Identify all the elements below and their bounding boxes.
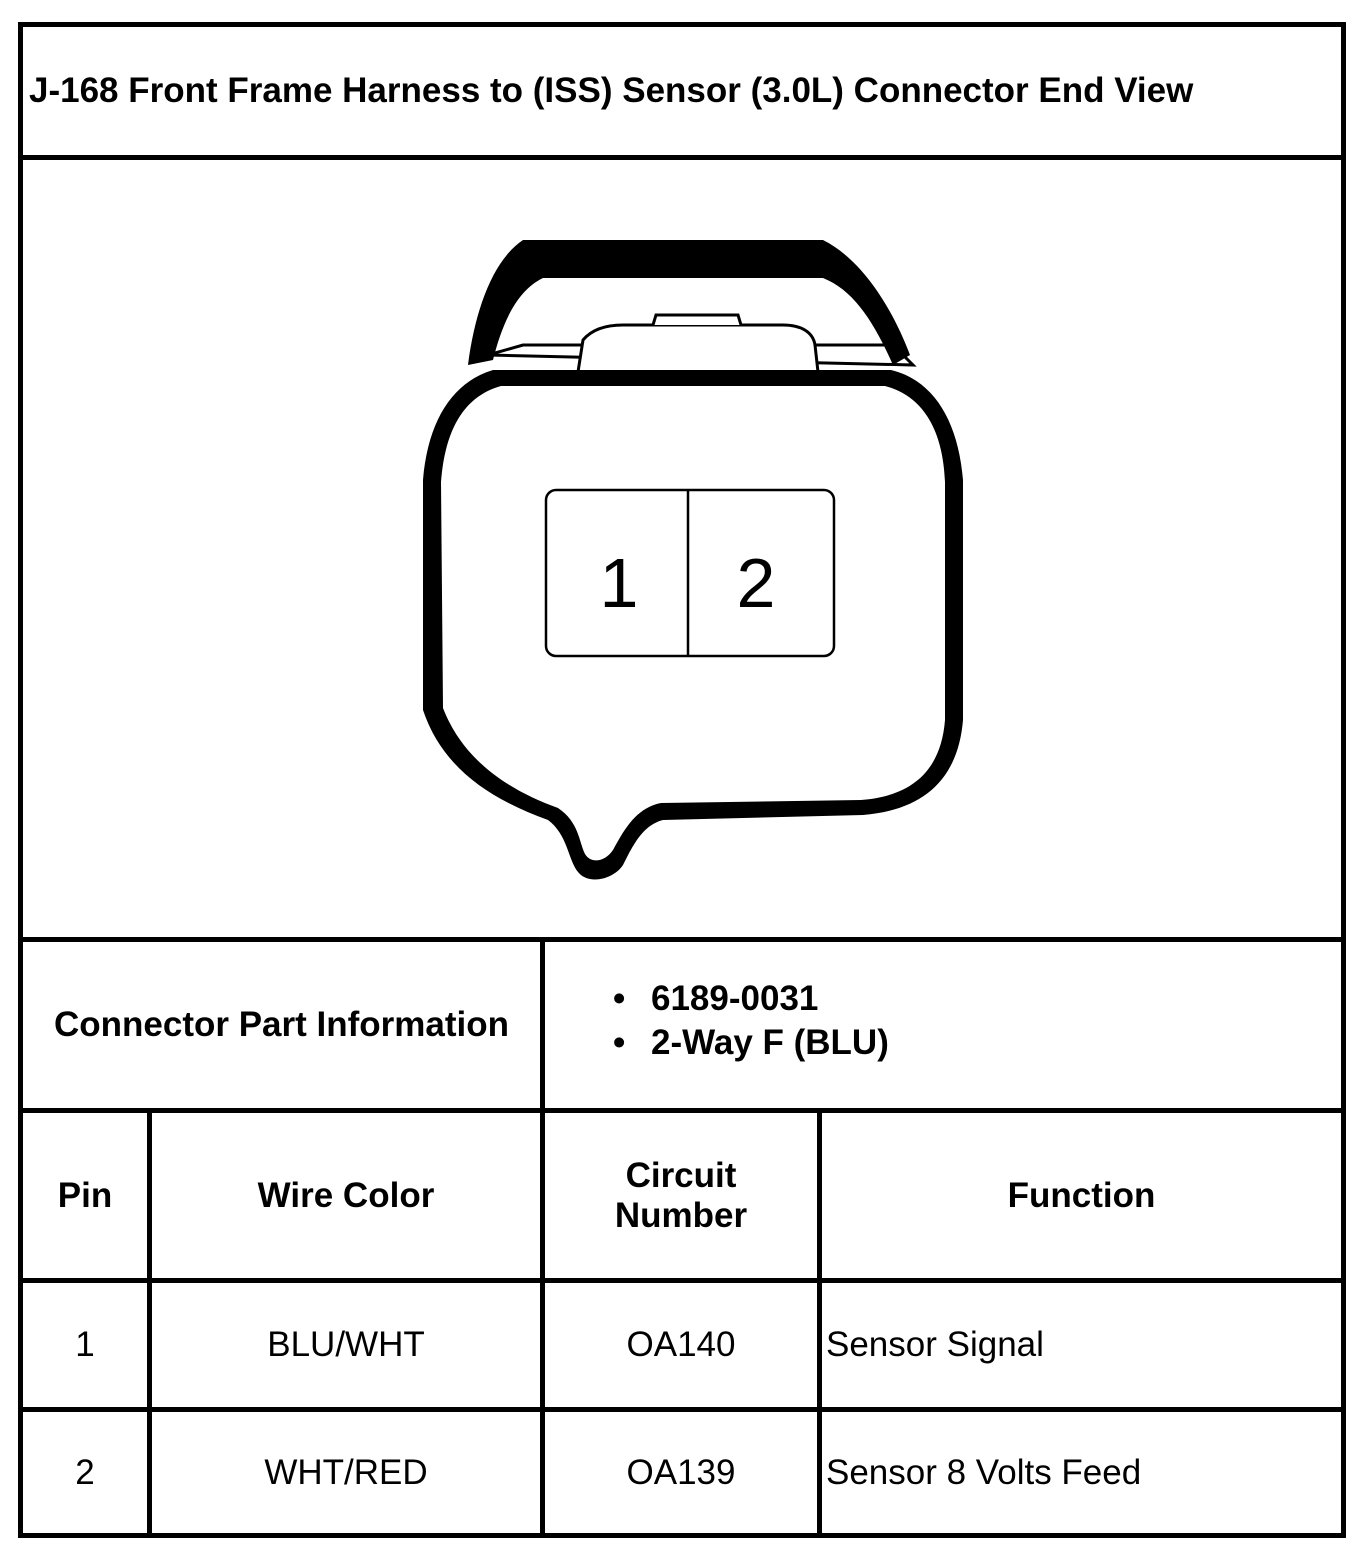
row1-wire-color: BLU/WHT [267, 1325, 425, 1364]
header-circuit-line2: Number [614, 1195, 748, 1235]
row1-circuit: OA140 [626, 1325, 736, 1364]
row2-circuit: OA139 [626, 1452, 736, 1492]
divider [817, 1113, 822, 1533]
header-wire-color: Wire Color [257, 1175, 435, 1215]
part-info-label: Connector Part Information [53, 1005, 510, 1044]
connector-lock-nub [653, 315, 741, 325]
list-item: • 2-Way F (BLU) [613, 1023, 889, 1062]
cavity-label-1: 1 [599, 544, 639, 622]
row2-pin: 2 [75, 1452, 95, 1492]
divider [540, 942, 545, 1108]
row1-pin: 1 [75, 1325, 95, 1364]
row2-wire-color: WHT/RED [264, 1452, 428, 1492]
row2-function: Sensor 8 Volts Feed [826, 1452, 1142, 1492]
part-info-list [613, 977, 889, 1065]
connector-end-view-diagram [23, 160, 1341, 937]
list-item: • 6189-0031 [613, 979, 819, 1018]
row1-function: Sensor Signal [826, 1325, 1044, 1364]
cavity-block [546, 490, 834, 656]
header-circuit-line1: Circuit [625, 1155, 737, 1195]
header-pin: Pin [57, 1175, 113, 1215]
page-title: J-168 Front Frame Harness to (ISS) Sensor (3.0L) Connector End View [29, 71, 1194, 110]
divider [540, 1113, 545, 1533]
cavity-label-2: 2 [736, 544, 776, 622]
divider [147, 1113, 152, 1533]
header-function: Function [1007, 1175, 1156, 1215]
header-circuit-number [545, 1113, 817, 1278]
pinout-sheet [18, 22, 1346, 1538]
connector-lock-tab [578, 325, 818, 372]
